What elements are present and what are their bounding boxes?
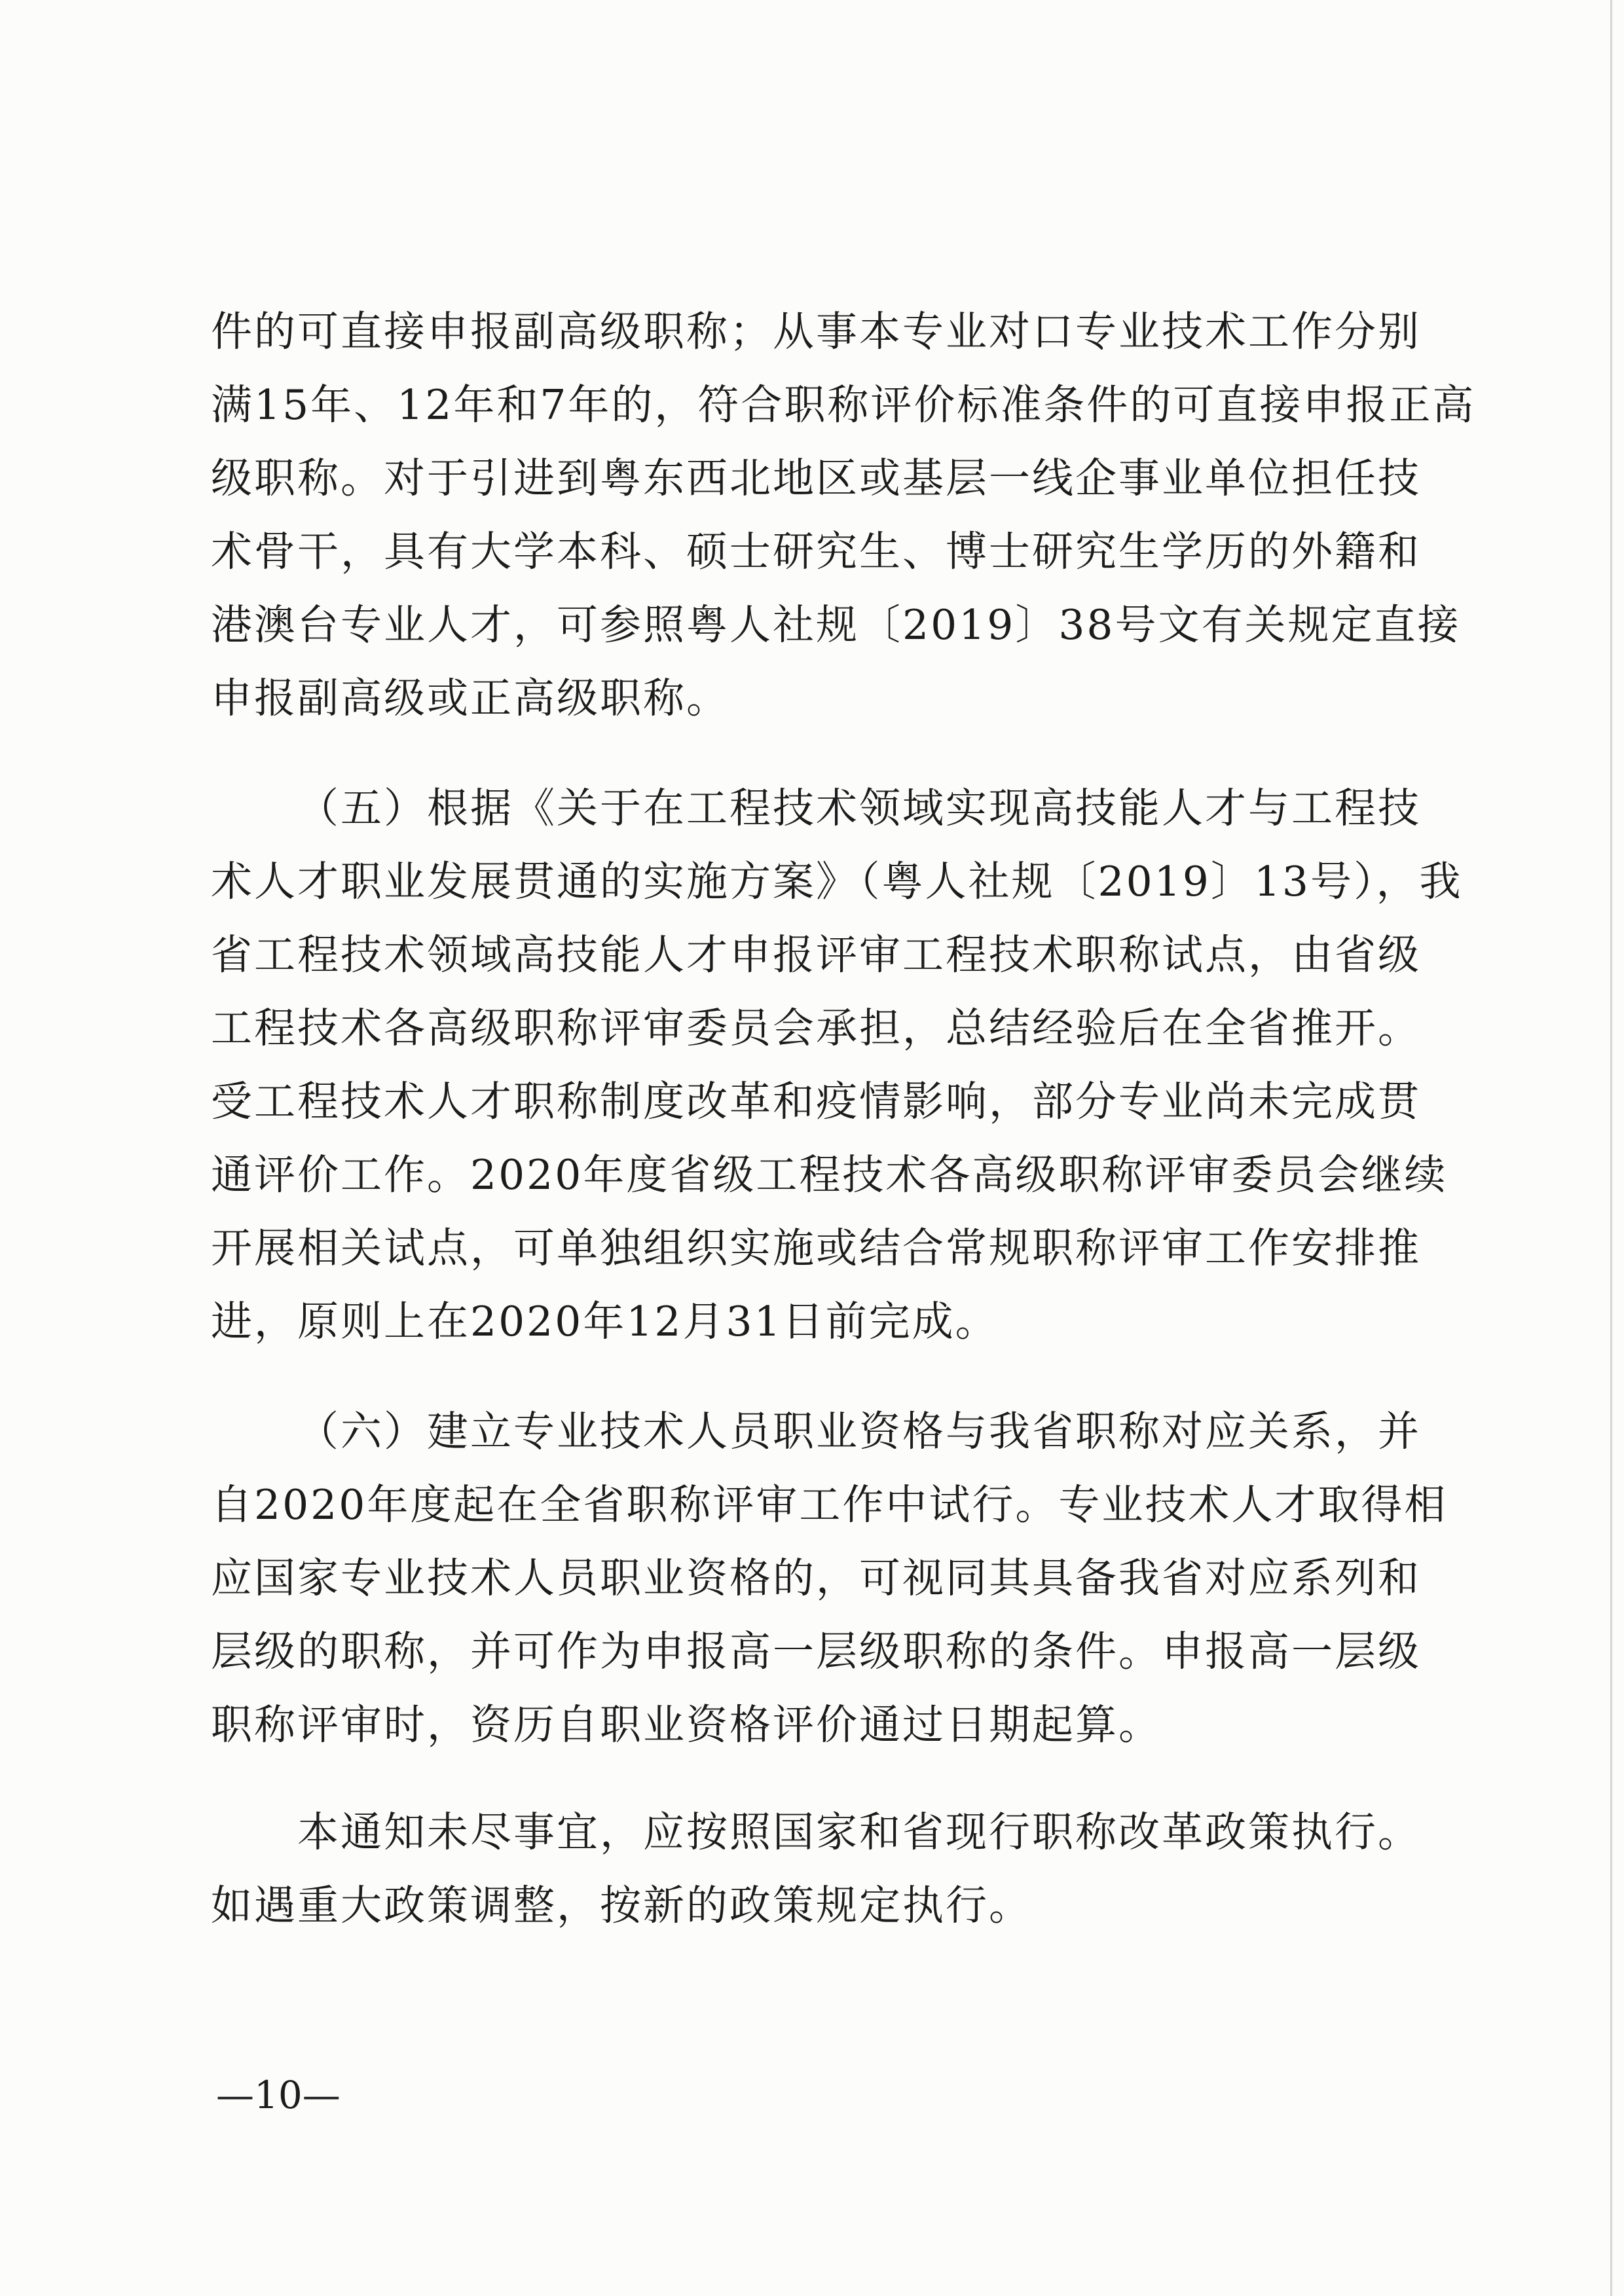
scan-edge (1610, 0, 1612, 2296)
text-line: 术骨干，具有大学本科、硕士研究生、博士研究生学历的外籍和 (211, 528, 1421, 575)
text-line: 工程技术各高级职称评审委员会承担，总结经验后在全省推开。 (211, 1004, 1421, 1052)
paragraph-six-start: （六）建立专业技术人员职业资格与我省职称对应关系，并 (297, 1408, 1421, 1455)
text-line: 级职称。对于引进到粤东西北地区或基层一线企事业单位担任技 (211, 454, 1421, 502)
text-line: 通评价工作。2020年度省级工程技术各高级职称评审委员会继续 (211, 1151, 1448, 1199)
text-line: 受工程技术人才职称制度改革和疫情影响，部分专业尚未完成贯 (211, 1078, 1421, 1125)
text-line: 术人才职业发展贯通的实施方案》（粤人社规〔2019〕13号），我 (211, 858, 1463, 905)
text-line: 进，原则上在2020年12月31日前完成。 (211, 1298, 999, 1345)
text-line: 职称评审时，资历自职业资格评价通过日期起算。 (211, 1701, 1162, 1749)
closing-paragraph-start: 本通知未尽事宜，应按照国家和省现行职称改革政策执行。 (297, 1808, 1421, 1856)
text-line: 省工程技术领域高技能人才申报评审工程技术职称试点，由省级 (211, 931, 1421, 979)
text-line: 如遇重大政策调整，按新的政策规定执行。 (211, 1882, 1032, 1929)
text-line: 应国家专业技术人员职业资格的，可视同其具备我省对应系列和 (211, 1554, 1421, 1602)
text-line: 开展相关试点，可单独组织实施或结合常规职称评审工作安排推 (211, 1224, 1421, 1272)
text-line: 申报副高级或正高级职称。 (211, 674, 729, 722)
page-number: —10— (216, 2073, 341, 2117)
text-line: 港澳台专业人才，可参照粤人社规〔2019〕38号文有关规定直接 (211, 601, 1461, 649)
paragraph-five-start: （五）根据《关于在工程技术领域实现高技能人才与工程技 (297, 784, 1421, 832)
text-line: 自2020年度起在全省职称评审工作中试行。专业技术人才取得相 (211, 1481, 1448, 1529)
text-line: 件的可直接申报副高级职称；从事本专业对口专业技术工作分别 (211, 308, 1421, 355)
text-line: 满15年、12年和7年的，符合职称评价标准条件的可直接申报正高 (211, 381, 1476, 429)
text-line: 层级的职称，并可作为申报高一层级职称的条件。申报高一层级 (211, 1628, 1421, 1675)
